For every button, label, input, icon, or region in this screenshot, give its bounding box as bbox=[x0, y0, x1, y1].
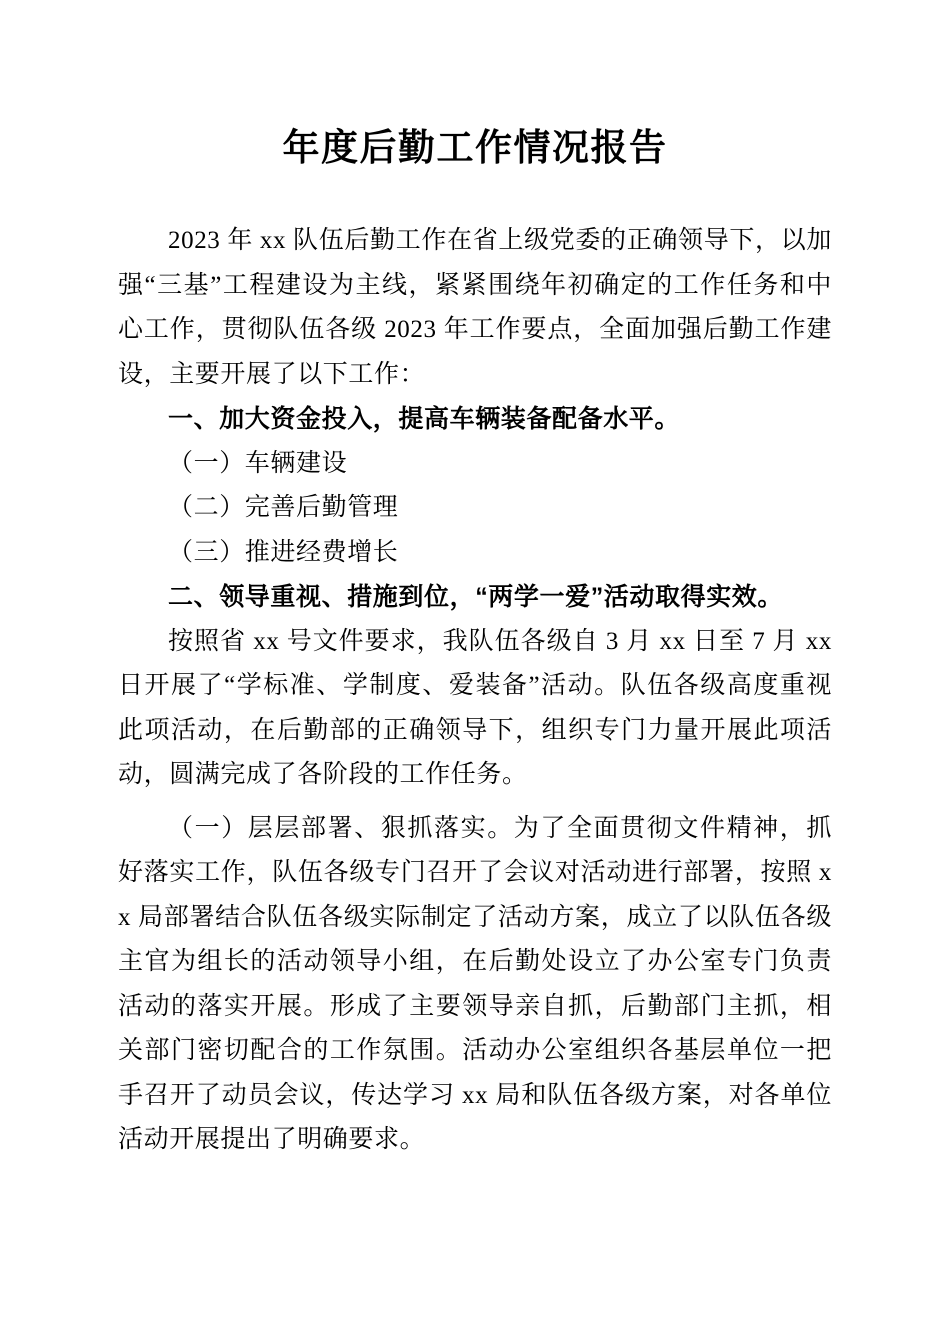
section-one-item-3: （三）推进经费增长 bbox=[168, 538, 399, 566]
intro-paragraph: 2023 年 xx 队伍后勤工作在省上级党委的正确领导下，以加强“三基”工程建设为主线，紧紧围绕年初确定的工作任务和中心工作，贯彻队伍各级 2023 年工作要点，全面加强后勤工作建设，主要开展了以下工作： bbox=[118, 227, 832, 388]
section-heading-two: 二、领导重视、措施到位，“两学一爱”活动取得实效。 bbox=[168, 583, 784, 611]
document-content bbox=[118, 219, 832, 1163]
section-two-item-1-paragraph: （一）层层部署、狠抓落实。为了全面贯彻文件精神，抓好落实工作，队伍各级专门召开了会议对活动进行部署，按照 xx 局部署结合队伍各级实际制定了活动方案，成立了以队伍各级主官为组长的活动领导小组，在后勤处设立了办公室专门负责活动的落实开展。形成了主要领导亲自抓，后勤部门主抓，相关部门密切配合的工作氛围。活动办公室组织各基层单位一把手召开了动员会议，传达学习 xx 局和队伍各级方案，对各单位活动开展提出了明确要求。 bbox=[118, 814, 832, 1153]
page-title: 年度后勤工作情况报告 bbox=[282, 128, 668, 169]
section-one-item-2: （二）完善后勤管理 bbox=[168, 494, 399, 521]
section-one-item-1: （一）车辆建设 bbox=[168, 449, 348, 477]
section-heading-one: 一、加大资金投入，提高车辆装备配备水平。 bbox=[168, 405, 681, 433]
section-two-paragraph: 按照省 xx 号文件要求，我队伍各级自 3 月 xx 日至 7 月 xx 日开展了“学标准、学制度、爱装备”活动。队伍各级高度重视此项活动，在后勤部的正确领导下，组织专门力量开展此项活动，圆满完成了各阶段的工作任务。 bbox=[118, 627, 832, 788]
document-body bbox=[118, 0, 832, 1163]
